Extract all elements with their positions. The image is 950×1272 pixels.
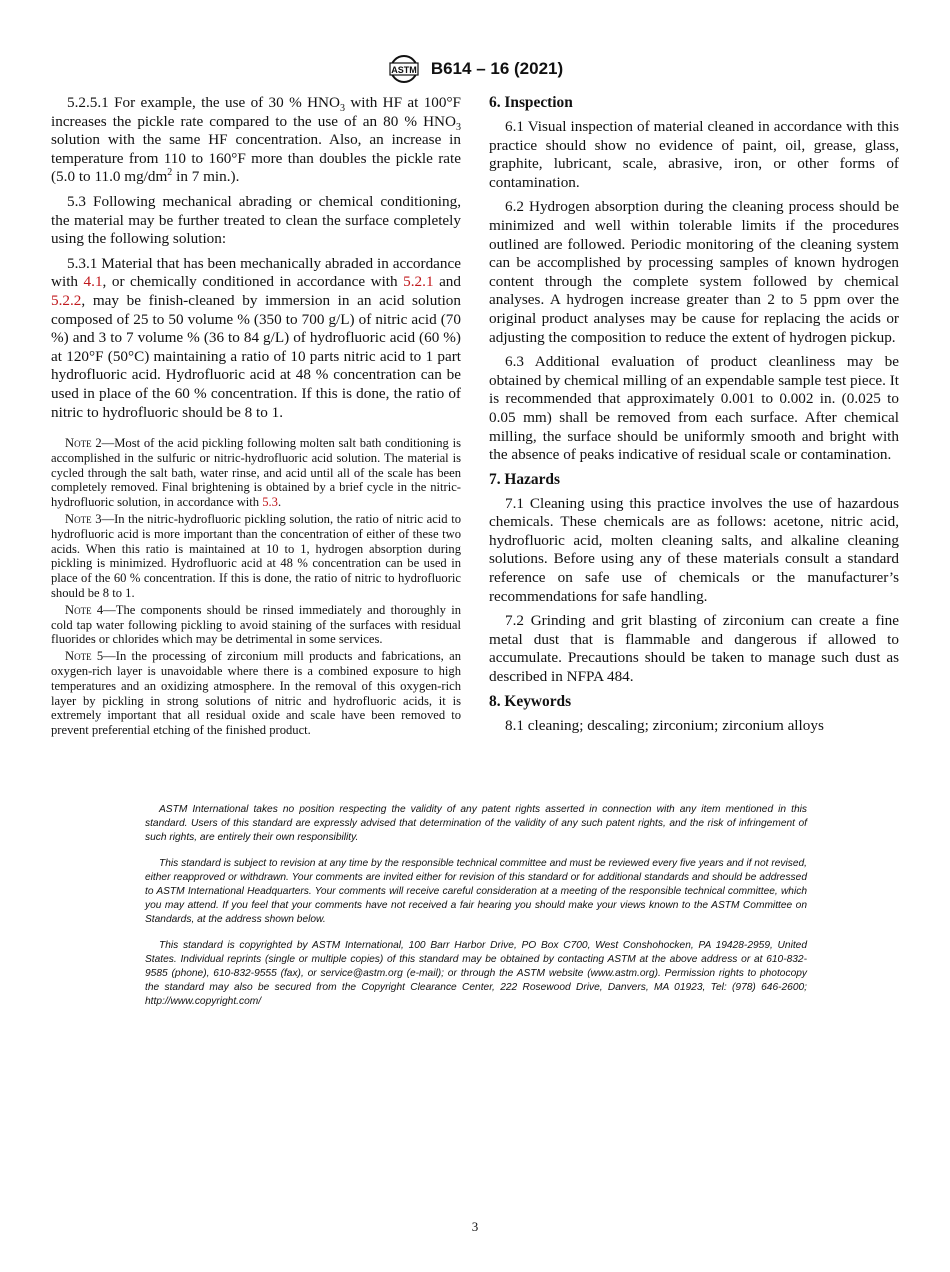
section-heading-keywords: 8. Keywords	[489, 692, 572, 710]
legal-footer	[145, 803, 807, 1021]
right-column	[489, 94, 899, 741]
paragraph-5-2-5-1: 5.2.5.1 For example, the use of 30 % $HNO_3$ with HF at 100°F increases the pickle rate compared to the use of an 80 % $HNO_3$ solution with the same HF concentration. Also, an increase in temperature from 110 to 160°F more than doubles the pickle rate (5.0 to 11.0 $mg/dm^2$ in 7 min.).	[51, 94, 462, 186]
standard-designation: B614 – 16 (2021)	[430, 59, 564, 78]
ref-link-5-2-2[interactable]: 5.2.2	[51, 291, 82, 309]
paragraph-6-3: 6.3 Additional evaluation of product cleanliness may be obtained by chemical milling of an expendable sample test piece. It is recommended that approximately 0.001 to 0.002 in. (0.025 to 0.05 mm) shall be removed from each surface. After chemical milling, the surface should be uniformly smooth and bright with the absence of peaks indicative of residual scale or contamination.	[489, 353, 899, 464]
patent-notice: ASTM International takes no position respecting the validity of any patent rights asserted in connection with any item mentioned in this standard. Users of this standard are expressly advised that determination of the validity of any such patent rights, and the risk of infringement of such rights, are entirely their own responsibility.	[145, 804, 807, 843]
copyright-notice: This standard is copyrighted by ASTM International, 100 Barr Harbor Drive, PO Box C700, West Conshohocken, PA 19428-2959, United States. Individual reprints (single or multiple copies) of this standard may be obtained by contacting ASTM at the above address or at 610-832-9585 (phone), 610-832-9555 (fax), or service@astm.org (e-mail); or through the ASTM website (www.astm.org). Permission rights to photocopy the standard may also be secured from the Copyright Clearance Center, 222 Rosewood Drive, Danvers, MA 01923, Tel: (978) 646-2600; http://www.copyright.com/	[145, 940, 807, 1007]
left-column	[51, 94, 461, 740]
page-header	[0, 54, 950, 84]
paragraph-6-2: 6.2 Hydrogen absorption during the cleaning process should be minimized and well within tolerable limits if the procedures outlined are followed. Periodic monitoring of the cleaning system can be accomplished by processing samples of known hydrogen content through the complete system followed by chemical analyses. A hydrogen increase greater than 2 to 5 ppm over the original product analyses may be cause for replacing the acids or adjusting the composition to reduce the extent of hydrogen pickup.	[489, 198, 899, 346]
note-4: Note 4—The components should be rinsed immediately and thoroughly in cold tap water following pickling to avoid staining of the surfaces with residual fluorides or chlorides which may be detrimental in some services.	[51, 602, 461, 647]
paragraph-5-3: 5.3 Following mechanical abrading or chemical conditioning, the material may be further treated to clean the surface completely using the following solution:	[51, 192, 461, 248]
paragraph-7-1: 7.1 Cleaning using this practice involves the use of hazardous chemicals. These chemicals are as follows: acetone, nitric acid, hydrofluoric acid, molten cleaning salts, and alkaline cleaning solutions. Before using any of these materials consult a standard reference on safe use of chemicals or the manufacturer’s recommendations for safe handling.	[489, 494, 899, 605]
section-heading-inspection: 6. Inspection	[489, 94, 573, 111]
astm-logo-icon	[387, 54, 421, 84]
paragraph-7-2: 7.2 Grinding and grit blasting of zirconium can create a fine metal dust that is flammable and dangerous if allowed to accumulate. Precautions should be taken to manage such dust as described in NFPA 484.	[489, 612, 899, 686]
ref-link-5-2-1[interactable]: 5.2.1	[403, 273, 434, 291]
paragraph-8-1: 8.1 cleaning; descaling; zirconium; zirconium alloys	[505, 716, 824, 734]
note-5: Note 5—In the processing of zirconium mill products and fabrications, an oxygen-rich layer is unavoidable where there is a combined exposure to high temperatures and an oxidizing atmosphere. In the removal of this oxygen-rich layer by pickling in strong solutions of nitric and hydrofluoric acids, it is extremely important that all residual oxide and scale have been removed to prevent preferential etching of the finished product.	[51, 649, 461, 738]
page-number: 3	[471, 1219, 479, 1234]
paragraph-5-3-1: 5.3.1 Material that has been mechanically abraded in accordance with 4.1, or chemically conditioned in accordance with 5.2.1 and 5.2.2, may be finish-cleaned by immersion in an acid solution composed of 25 to 50 volume % (350 to 700 g/L) of nitric acid (70 %) and 3 to 7 volume % (36 to 84 g/L) of hydrofluoric acid (60 %) at 120°F (50°C) maintaining a ratio of 10 parts nitric acid to 1 part hydrofluoric acid. Hydrofluoric acid at 48 % concentration can be used in place of the 60 % concentration. If this is done, the ratio of nitric to hydrofluoric should be 8 to 1.	[51, 254, 461, 421]
svg-text:ASTM: ASTM	[391, 65, 417, 75]
note-3: Note 3—In the nitric-hydrofluoric pickling solution, the ratio of nitric acid to hydrofluoric acid is more important than the concentration of either of these two acids. When this ratio is maintained at 10 to 1, hydrogen absorption during pickling is minimized. Hydrofluoric acid at 48 % concentration can be used in place of the 60 % concentration. If this is done, the ratio of nitric to hydrofluoric should be 8 to 1.	[51, 512, 461, 601]
section-heading-hazards: 7. Hazards	[489, 470, 560, 488]
revision-notice: This standard is subject to revision at any time by the responsible technical committee and must be reviewed every five years and if not revised, either reapproved or withdrawn. Your comments are invited either for revision of this standard or for additional standards and should be addressed to ASTM International Headquarters. Your comments will receive careful consideration at a meeting of the responsible technical committee, which you may attend. If you feel that your comments have not received a fair hearing you should make your views known to the ASTM Committee on Standards, at the address shown below.	[145, 858, 807, 925]
note-2: Note 2—Most of the acid pickling following molten salt bath conditioning is accomplished in the sulfuric or nitric-hydrofluoric acid solution. The material is cycled through the salt bath, water rinse, and acid until all of the scale has been completely removed. Final brightening is obtained by a brief cycle in the nitric-hydrofluoric solution, in accordance with 5.3.	[51, 436, 461, 510]
ref-link-5-3[interactable]: 5.3	[262, 495, 278, 510]
paragraph-6-1: 6.1 Visual inspection of material cleaned in accordance with this practice should show no evidence of paint, oil, grease, glass, graphite, lubricant, scale, abrasive, iron, or other forms of contamination.	[489, 118, 899, 191]
ref-link-4-1[interactable]: 4.1	[83, 273, 103, 291]
